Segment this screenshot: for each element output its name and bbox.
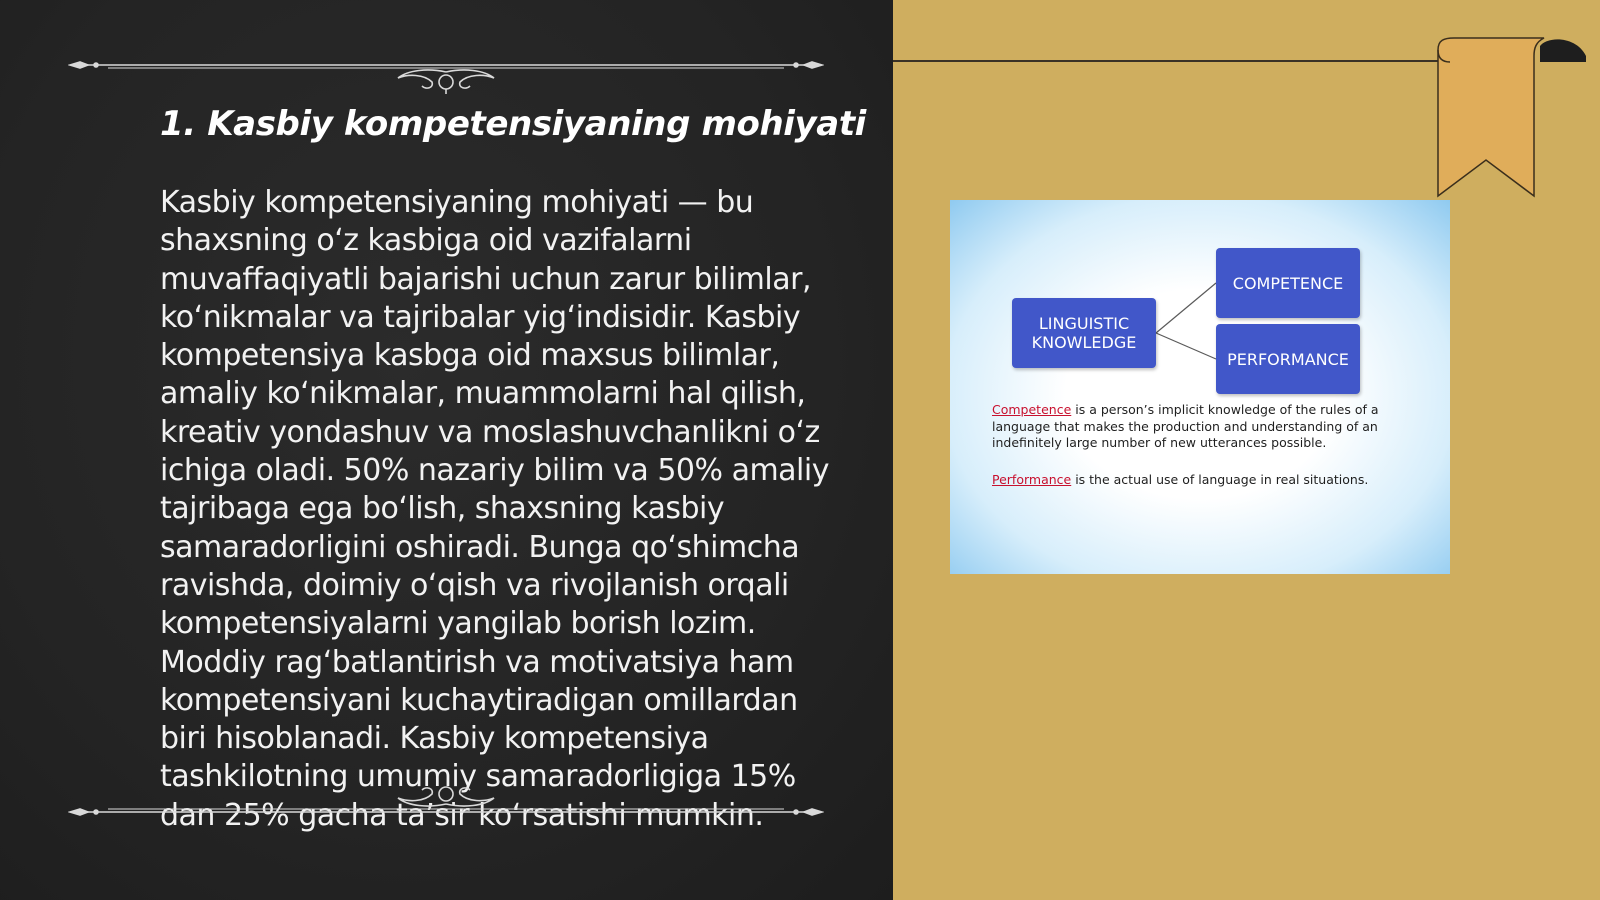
slide-body-text: Kasbiy kompetensiyaning mohiyati — bu shaxsning o‘z kasbiga oid vazifalarni muvaffaqiyatli bajarishi uchun zarur bilimlar, ko‘nikmalar va tajribalar yig‘indisidir. Kasbiy kompetensiya kasbga oid maxsus bilimlar, amaliy ko‘nikmalar, muammolarni hal qilish, kreativ yondashuv va moslashuvchanlikni o‘z ichiga oladi. 50% nazariy bilim va 50% amaliy tajribaga ega bo‘lish, shaxsning kasbiy samaradorligini oshiradi. Bunga qo‘shimcha ravishda, doimiy o‘qish va rivojlanish orqali kompetensiyalarni yangilab borish lozim. Moddiy rag‘batlantirish va motivatsiya ham kompetensiyani kuchaytiradigan omillardan biri hisoblanadi. Kasbiy kompetensiya tashkilotning umumiy samaradorligiga 15% dan 25% gacha ta’sir ko‘rsatishi mumkin. <box>160 185 829 833</box>
competence-box: COMPETENCE <box>1216 248 1360 318</box>
competence-definition <box>992 402 1412 452</box>
performance-definition <box>992 472 1412 489</box>
competence-term: Competence <box>992 402 1072 417</box>
bookmark-ribbon-icon <box>1436 36 1586 198</box>
performance-definition-text: is the actual use of language in real situations. <box>1071 472 1369 487</box>
linguistic-knowledge-box: LINGUISTIC KNOWLEDGE <box>1012 298 1156 368</box>
gold-panel-divider-line <box>893 60 1438 62</box>
diagram-connector-lines <box>950 200 1450 574</box>
linguistics-diagram-image <box>950 200 1450 574</box>
bottom-ornament-icon <box>68 782 824 828</box>
competence-definition-text: is a person’s implicit knowledge of the rules of a language that makes the production and understanding of an indefinitely large number of new utterances possible. <box>992 402 1379 450</box>
performance-box: PERFORMANCE <box>1216 324 1360 394</box>
top-ornament-icon <box>68 48 824 94</box>
slide-title: 1. Kasbiy kompetensiyaning mohiyati <box>160 104 866 144</box>
performance-term: Performance <box>992 472 1072 487</box>
